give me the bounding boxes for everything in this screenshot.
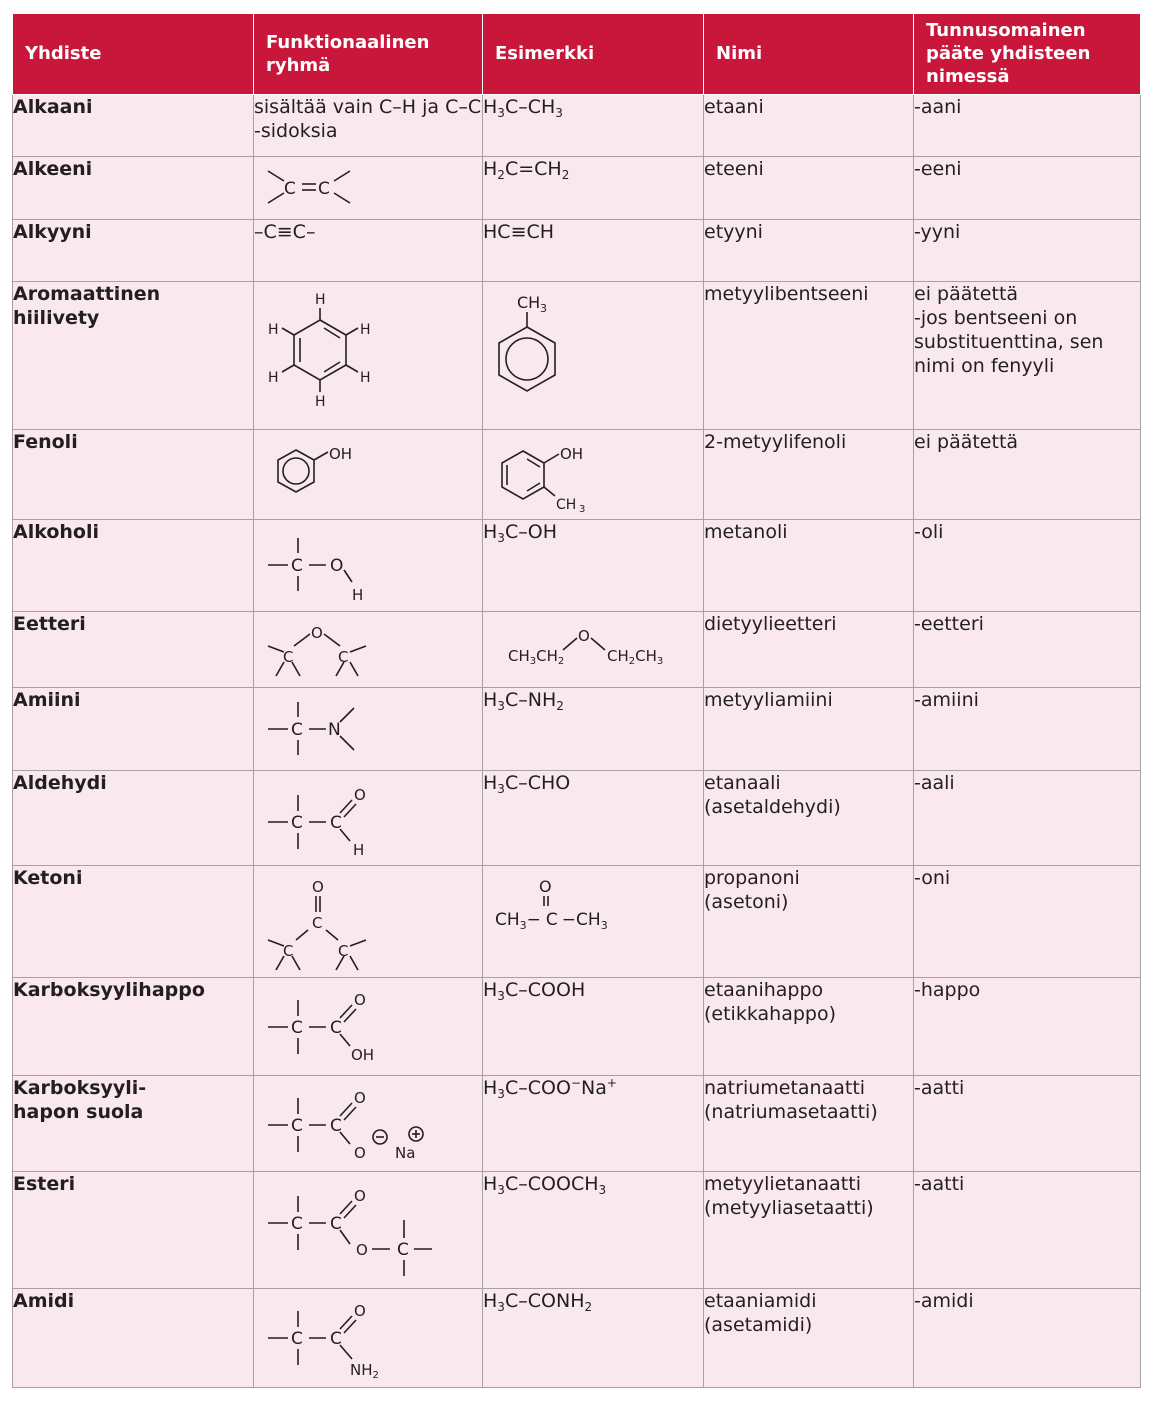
group-structure (254, 1288, 483, 1387)
compound-name: Eetteri (13, 611, 254, 687)
svg-text:OH: OH (351, 1045, 375, 1064)
svg-text:NH2: $NH_2$ (350, 1360, 379, 1381)
compound-name: Alkaani (13, 94, 254, 156)
svg-text:CH3CH2: $CH_3CH_2$ (508, 646, 565, 667)
name-suffix: -yyni (914, 219, 1141, 281)
svg-text:C: C (291, 1328, 303, 1349)
compound-iupac-name: propanoni (asetoni) (704, 865, 914, 977)
table-row (13, 865, 1141, 977)
table-row (13, 977, 1141, 1075)
svg-text:C: C (284, 178, 296, 199)
example-formula: $H_3C-COO^-Na^+$ (483, 1075, 704, 1171)
compound-iupac-name: metanoli (704, 519, 914, 611)
ether-group-icon (254, 612, 479, 686)
amide-group-icon (254, 1289, 479, 1386)
svg-text:C: C (312, 913, 323, 932)
example-formula: $H_3C-CH_3$ (483, 94, 704, 156)
svg-text:C: C (291, 812, 303, 833)
header-funktionaalinen-ryhma: Funktionaalinen ryhmä (254, 14, 483, 94)
name-suffix: ei päätettä -jos bentseeni on substituenttina, sen nimi on fenyyli (914, 281, 1141, 429)
compound-iupac-name: eteeni (704, 156, 914, 219)
example-structure (483, 429, 704, 519)
svg-text:O: O (311, 623, 323, 642)
name-suffix: -aatti (914, 1075, 1141, 1171)
methylphenol-icon (483, 430, 702, 518)
functional-groups-table (12, 14, 1141, 1388)
group-structure (254, 770, 483, 865)
svg-text:H: H (268, 369, 279, 386)
example-structure (483, 865, 704, 977)
svg-text:C: C (283, 647, 294, 666)
compound-iupac-name: etanaali (asetaldehydi) (704, 770, 914, 865)
name-suffix: -eetteri (914, 611, 1141, 687)
svg-text:CH2CH3: $CH_2CH_3$ (607, 646, 664, 667)
compound-name: Karboksyyli- hapon suola (13, 1075, 254, 1171)
group-text: sisältää vain C–H ja C–C -sidoksia (254, 94, 483, 156)
compound-iupac-name: etaanihappo (etikkahappo) (704, 977, 914, 1075)
svg-text:CH: CH (556, 496, 577, 513)
alkene-double-bond-icon (254, 157, 479, 217)
group-structure (254, 977, 483, 1075)
example-formula: $H_3C-COOCH_3$ (483, 1171, 704, 1288)
svg-text:C: C (330, 1328, 342, 1349)
header-paate: Tunnusomainen pääte yhdisteen nimessä (914, 14, 1141, 94)
example-structure (483, 281, 704, 429)
svg-text:CH: CH (517, 292, 541, 312)
group-structure (254, 611, 483, 687)
group-structure (254, 1075, 483, 1171)
compound-iupac-name: etaani (704, 94, 914, 156)
compound-name: Alkyyni (13, 219, 254, 281)
example-formula: $H_2C=CH_2$ (483, 156, 704, 219)
group-structure (254, 429, 483, 519)
name-suffix: -oli (914, 519, 1141, 611)
example-formula: $H_3C$–COOH (483, 977, 704, 1075)
table-row (13, 770, 1141, 865)
svg-text:OH: OH (329, 444, 353, 463)
svg-text:O: O (354, 1088, 366, 1107)
svg-text:H: H (315, 291, 326, 308)
table-row (13, 1288, 1141, 1387)
ester-group-icon (254, 1172, 479, 1286)
svg-text:C: C (291, 555, 303, 576)
compound-iupac-name: metyyliamiini (704, 687, 914, 770)
table-row (13, 519, 1141, 611)
svg-text:O: O (354, 990, 366, 1009)
header-yhdiste: Yhdiste (13, 14, 254, 94)
svg-text:C: C (283, 941, 294, 960)
aldehyde-group-icon (254, 771, 479, 863)
name-suffix: -aali (914, 770, 1141, 865)
table-row (13, 281, 1141, 429)
group-structure (254, 865, 483, 977)
svg-text:C: C (291, 1115, 303, 1136)
table-row (13, 611, 1141, 687)
svg-text:C: C (397, 1239, 409, 1260)
svg-text:C: C (330, 812, 342, 833)
compound-name: Fenoli (13, 429, 254, 519)
svg-text:C: C (291, 719, 303, 740)
svg-text:C: C (330, 1115, 342, 1136)
svg-text:H: H (315, 393, 326, 410)
svg-text:C: C (330, 1017, 342, 1038)
compound-name: Alkoholi (13, 519, 254, 611)
svg-text:O: O (354, 1143, 366, 1162)
methylbenzene-icon (483, 282, 702, 427)
benzene-ring-icon (254, 282, 479, 427)
name-suffix: -eeni (914, 156, 1141, 219)
svg-text:O: O (354, 1186, 366, 1205)
svg-text:C: C (318, 178, 330, 199)
svg-text:3: 3 (540, 301, 547, 315)
example-formula: $H_3C-NH_2$ (483, 687, 704, 770)
table-row (13, 94, 1141, 156)
group-structure (254, 519, 483, 611)
group-structure (254, 687, 483, 770)
ketone-group-icon (254, 866, 479, 976)
example-formula: $H_3C-OH$ (483, 519, 704, 611)
svg-text:N: N (328, 719, 341, 740)
example-formula: $H_3C-CONH_2$ (483, 1288, 704, 1387)
svg-text:O: O (356, 1240, 368, 1259)
header-row (13, 14, 1141, 94)
hydroxyl-group-icon (254, 520, 479, 608)
name-suffix: -aani (914, 94, 1141, 156)
group-structure (254, 281, 483, 429)
compound-name: Amiini (13, 687, 254, 770)
table-row (13, 687, 1141, 770)
example-formula: $H_3C$–CHO (483, 770, 704, 865)
header-esimerkki: Esimerkki (483, 14, 704, 94)
svg-text:C: C (338, 647, 349, 666)
svg-text:C: C (291, 1213, 303, 1234)
svg-text:OH: OH (560, 444, 584, 463)
compound-iupac-name: natriumetanaatti (natriumasetaatti) (704, 1075, 914, 1171)
header-nimi: Nimi (704, 14, 914, 94)
phenol-icon (254, 430, 479, 518)
compound-name: Aldehydi (13, 770, 254, 865)
table-row (13, 1171, 1141, 1288)
compound-name: Ketoni (13, 865, 254, 977)
carboxylate-salt-group-icon (254, 1076, 479, 1170)
name-suffix: -aatti (914, 1171, 1141, 1288)
svg-text:O: O (312, 877, 324, 896)
amine-group-icon (254, 688, 479, 768)
name-suffix: -oni (914, 865, 1141, 977)
table-row (13, 1075, 1141, 1171)
svg-text:O: O (330, 555, 344, 576)
svg-text:H: H (352, 585, 364, 604)
compound-name: Karboksyylihappo (13, 977, 254, 1075)
acetone-icon (483, 866, 702, 976)
table-row (13, 219, 1141, 281)
name-suffix: -amiini (914, 687, 1141, 770)
svg-text:O: O (539, 876, 552, 896)
svg-text:O: O (578, 626, 590, 645)
svg-text:H: H (268, 321, 279, 338)
name-suffix: -happo (914, 977, 1141, 1075)
compound-iupac-name: dietyylieetteri (704, 611, 914, 687)
table-row (13, 156, 1141, 219)
compound-iupac-name: 2-metyylifenoli (704, 429, 914, 519)
compound-name: Esteri (13, 1171, 254, 1288)
compound-name: Alkeeni (13, 156, 254, 219)
svg-text:CH3−C−CH3: $CH_3- C -CH_3$ (495, 909, 608, 932)
svg-text:Na: Na (395, 1143, 416, 1162)
compound-iupac-name: etaaniamidi (asetamidi) (704, 1288, 914, 1387)
svg-text:C: C (338, 941, 349, 960)
diethyl-ether-icon (483, 612, 702, 686)
svg-text:H: H (353, 840, 365, 859)
svg-text:O: O (354, 1301, 366, 1320)
name-suffix: ei päätettä (914, 429, 1141, 519)
svg-text:H: H (360, 321, 371, 338)
svg-text:3: 3 (579, 503, 586, 515)
name-suffix: -amidi (914, 1288, 1141, 1387)
group-structure (254, 156, 483, 219)
svg-text:H: H (360, 369, 371, 386)
svg-text:O: O (354, 785, 366, 804)
group-structure (254, 1171, 483, 1288)
compound-name: Amidi (13, 1288, 254, 1387)
table-row (13, 429, 1141, 519)
svg-text:C: C (291, 1017, 303, 1038)
example-structure (483, 611, 704, 687)
compound-name: Aromaattinen hiilivety (13, 281, 254, 429)
example-formula: HC≡CH (483, 219, 704, 281)
group-text: –C≡C– (254, 219, 483, 281)
compound-iupac-name: metyylibentseeni (704, 281, 914, 429)
compound-iupac-name: etyyni (704, 219, 914, 281)
svg-text:C: C (330, 1213, 342, 1234)
compound-iupac-name: metyylietanaatti (metyyliasetaatti) (704, 1171, 914, 1288)
carboxylic-acid-group-icon (254, 978, 479, 1073)
